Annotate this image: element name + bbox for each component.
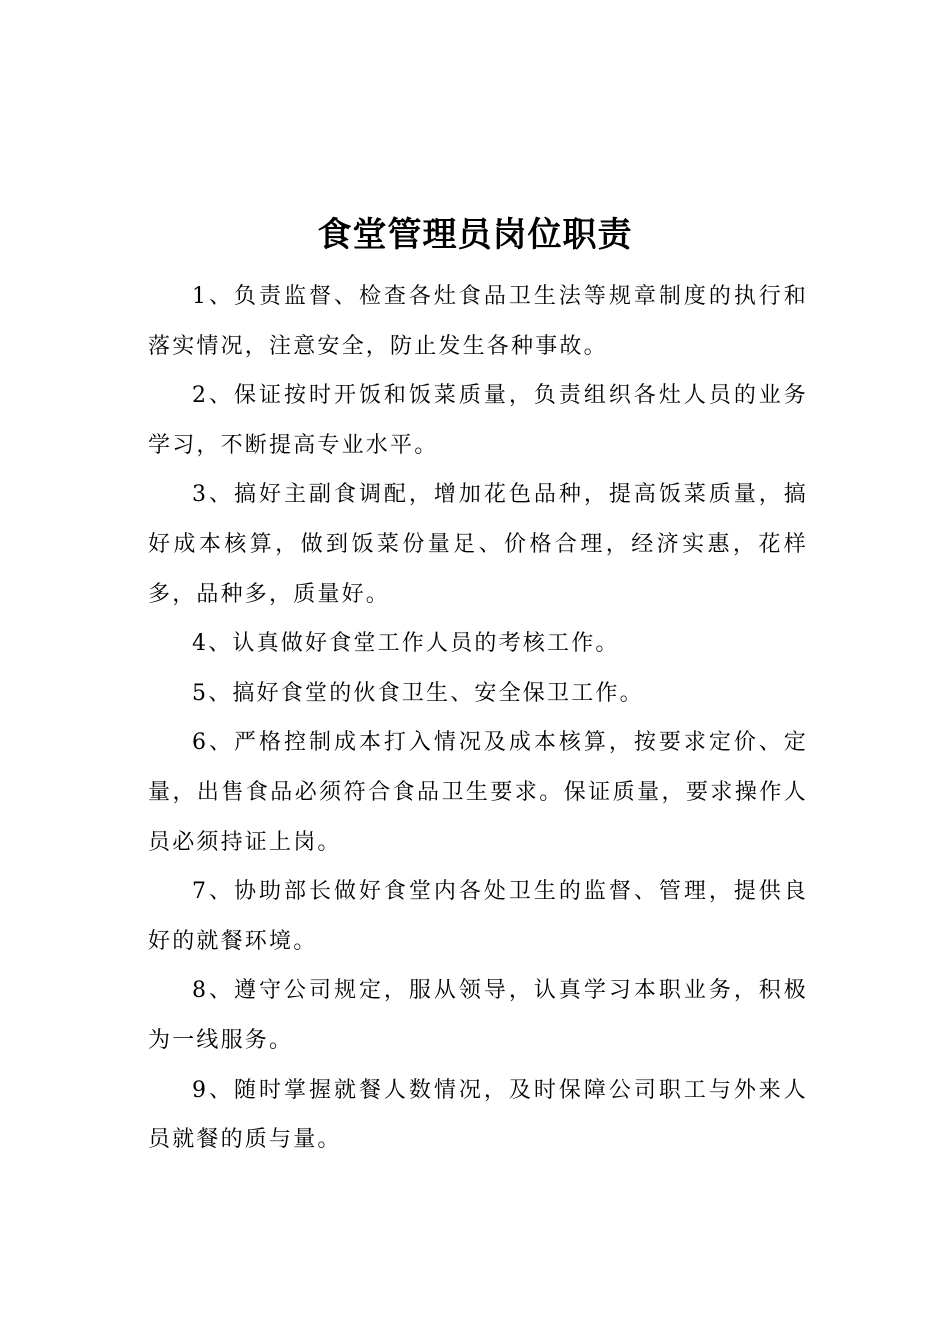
duty-item-7: 7、协助部长做好食堂内各处卫生的监督、管理，提供良好的就餐环境。 <box>148 879 808 954</box>
duty-item-5: 5、搞好食堂的伙食卫生、安全保卫工作。 <box>192 680 644 706</box>
document-body <box>148 272 808 1165</box>
duty-item-2: 2、保证按时开饭和饭菜质量，负责组织各灶人员的业务学习，不断提高专业水平。 <box>148 383 808 458</box>
duty-item-4: 4、认真做好食堂工作人员的考核工作。 <box>192 631 620 657</box>
duty-item-6: 6、严格控制成本打入情况及成本核算，按要求定价、定量，出售食品必须符合食品卫生要求。保证质量，要求操作人员必须持证上岗。 <box>148 730 808 855</box>
duty-item-8: 8、遵守公司规定，服从领导，认真学习本职业务，积极为一线服务。 <box>148 978 808 1053</box>
duty-item-3: 3、搞好主副食调配，增加花色品种，提高饭菜质量，搞好成本核算，做到饭菜份量足、价格合理，经济实惠，花样多，品种多，质量好。 <box>148 482 808 607</box>
duty-item-1: 1、负责监督、检查各灶食品卫生法等规章制度的执行和落实情况，注意安全，防止发生各种事故。 <box>148 284 808 359</box>
document-title: 食堂管理员岗位职责 <box>317 215 633 255</box>
duty-item-9: 9、随时掌握就餐人数情况，及时保障公司职工与外来人员就餐的质与量。 <box>148 1077 808 1153</box>
